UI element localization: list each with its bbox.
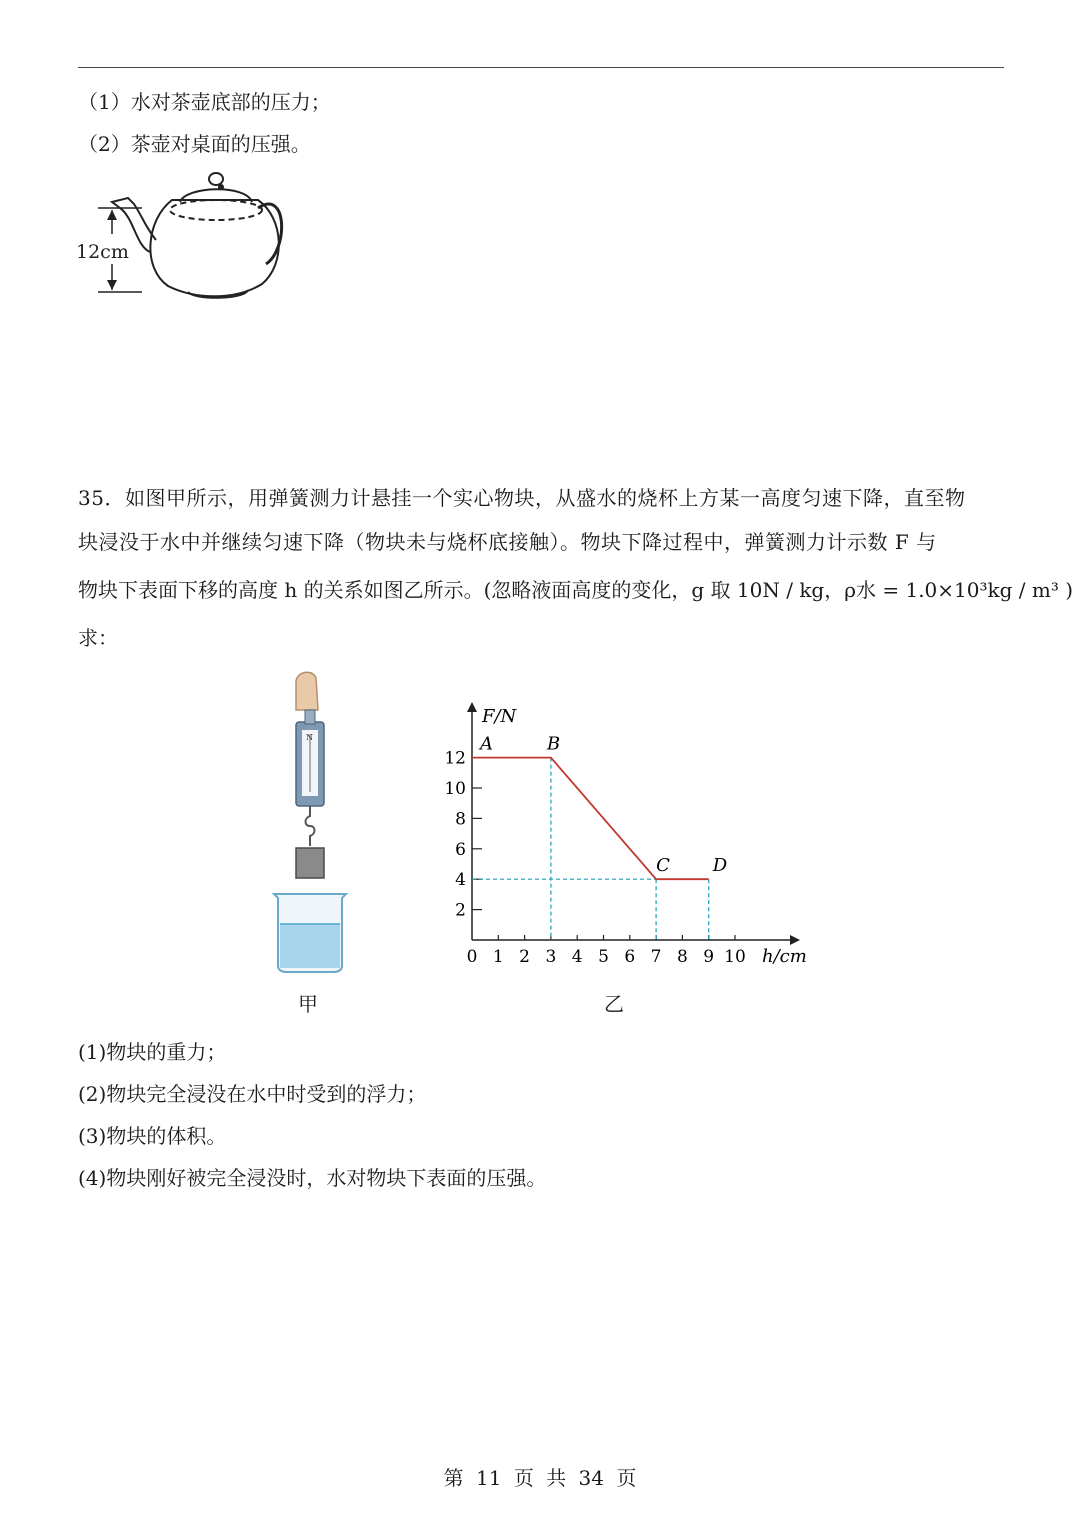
y-tick-label: 10 — [444, 779, 466, 799]
figure-jia-caption: 甲 — [298, 992, 318, 1016]
q35-stem-line-1: 35．如图甲所示，用弹簧测力计悬挂一个实心物块，从盛水的烧杯上方某一高度匀速下降，直至物 — [78, 486, 966, 510]
teapot-figure — [76, 160, 296, 305]
series-line-F-h — [472, 758, 709, 880]
point-label-d: D — [712, 855, 728, 877]
x-tick-label: 9 — [703, 947, 715, 967]
x-tick-label: 0 — [466, 947, 478, 967]
q35-stem-line-2: 块浸没于水中并继续匀速下降（物块未与烧杯底接触）。物块下降过程中，弹簧测力计示数 F 与 — [78, 530, 937, 554]
q34-item-1: （1）水对茶壶底部的压力； — [78, 90, 331, 114]
y-tick-label: 4 — [455, 870, 466, 891]
x-tick-label: 3 — [545, 947, 557, 967]
q35-stem-line-4: 求： — [78, 626, 118, 650]
figure-yi-caption: 乙 — [604, 992, 624, 1016]
y-axis-arrow — [467, 702, 477, 712]
q34-item-2: （2）茶壶对桌面的压强。 — [78, 132, 311, 156]
teapot-height-label: 12cm — [76, 241, 129, 263]
hand-icon — [296, 672, 318, 710]
x-tick-label: 5 — [598, 947, 609, 967]
x-tick-label: 7 — [650, 947, 662, 967]
x-tick-label: 4 — [571, 947, 583, 967]
header-rule — [78, 67, 1004, 68]
x-tick-label: 6 — [624, 947, 636, 967]
y-tick-label: 2 — [455, 900, 466, 921]
x-axis-arrow — [790, 935, 800, 945]
y-tick-label: 6 — [455, 839, 466, 860]
point-label-a: A — [480, 733, 493, 755]
force-height-chart — [436, 694, 816, 974]
point-label-b: B — [546, 733, 561, 755]
y-tick-label: 12 — [444, 748, 466, 769]
point-label-c: C — [656, 855, 670, 877]
block-icon — [296, 848, 324, 878]
spring-scale-figure — [262, 668, 362, 978]
x-tick-label: 8 — [676, 947, 688, 967]
x-tick-label: 1 — [492, 947, 504, 967]
x-axis-label: h/cm — [762, 946, 807, 967]
q35-item-3: (3)物块的体积。 — [78, 1124, 227, 1148]
scale-unit-label: N — [306, 733, 313, 742]
y-axis-label: F/N — [482, 706, 517, 727]
q35-item-4: (4)物块刚好被完全浸没时，水对物块下表面的压强。 — [78, 1166, 547, 1190]
page-footer: 第 11 页 共 34 页 — [443, 1466, 637, 1490]
y-tick-label: 8 — [455, 809, 466, 830]
q35-item-2: (2)物块完全浸没在水中时受到的浮力； — [78, 1082, 427, 1106]
q35-item-1: (1)物块的重力； — [78, 1040, 227, 1064]
x-tick-label: 10 — [724, 947, 746, 967]
x-tick-label: 2 — [519, 947, 531, 967]
q35-stem-line-3: 物块下表面下移的高度 h 的关系如图乙所示。(忽略液面高度的变化，g 取 10N / kg，ρ水 = 1.0×10³kg / m³ ) — [78, 578, 1074, 602]
